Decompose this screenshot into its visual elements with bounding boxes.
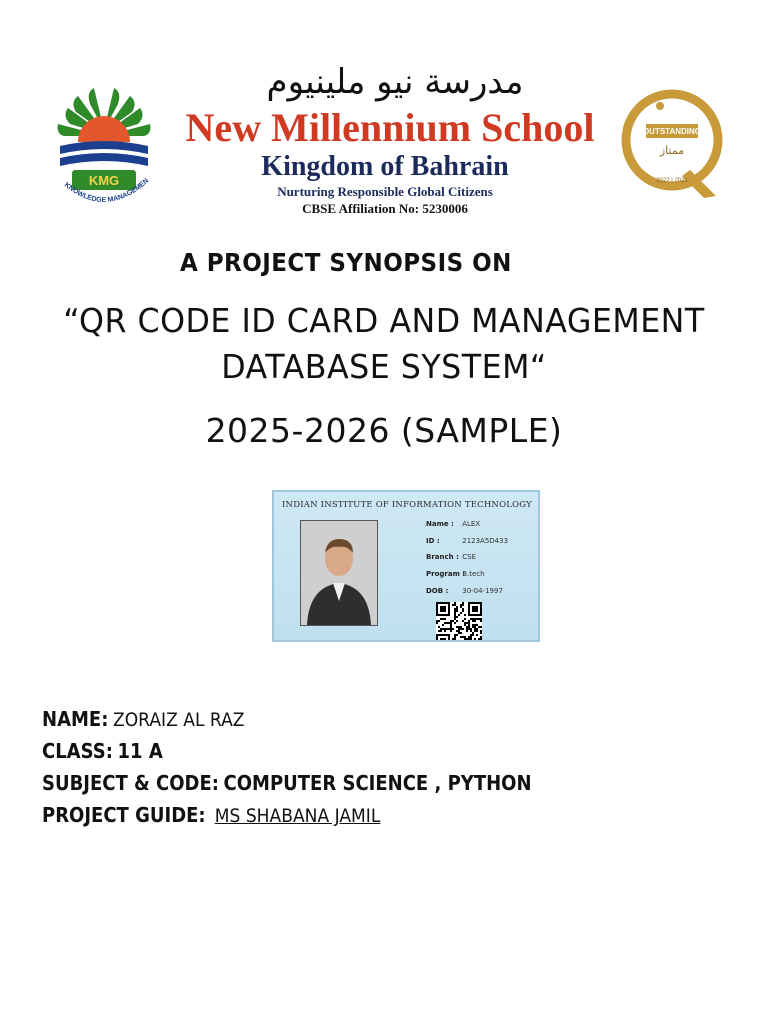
svg-text:2022 | 2021: 2022 | 2021 <box>656 178 688 184</box>
student-photo <box>300 520 378 626</box>
class-label: CLASS: <box>42 739 113 763</box>
svg-text:OUTSTANDING: OUTSTANDING <box>642 127 702 136</box>
qr-code <box>436 602 482 642</box>
school-name: New Millennium School <box>185 105 595 150</box>
svg-text:ممتاز: ممتاز <box>659 144 685 157</box>
school-arabic-name: مدرسة نيو ملينيوم <box>266 62 524 102</box>
card-field-row: DOB : 30-04-1997 <box>426 587 503 595</box>
kmg-logo <box>48 84 160 212</box>
card-field-row: ID : 2123A5D433 <box>426 537 509 545</box>
class-line <box>42 736 163 768</box>
name-label: NAME: <box>42 707 109 731</box>
school-tagline: Nurturing Responsible Global Citizens <box>277 184 493 199</box>
guide-label: PROJECT GUIDE: <box>42 803 206 827</box>
subject-label: SUBJECT & CODE: <box>42 771 219 795</box>
student-name: ZORAIZ AL RAZ <box>112 709 245 731</box>
synopsis-heading: A PROJECT SYNOPSIS ON <box>180 248 512 277</box>
sample-id-card <box>272 490 540 642</box>
svg-text:KNOWLEDGE MANAGEMENT GROUP: KNOWLEDGE MANAGEMEN <box>62 177 151 205</box>
cbse-affiliation: CBSE Affiliation No: 5230006 <box>302 201 468 216</box>
academic-session: 2025-2026 (SAMPLE) <box>205 411 563 450</box>
outstanding-badge-logo <box>620 84 724 202</box>
student-name-line <box>42 704 245 736</box>
card-field-row: Program : B.tech <box>426 570 485 578</box>
svg-text:KMG: KMG <box>88 173 120 188</box>
card-field-row: Branch : CSE <box>426 553 476 561</box>
subject-line <box>42 768 532 800</box>
subject-value: COMPUTER SCIENCE , PYTHON <box>223 771 532 795</box>
student-class: 11 A <box>117 739 163 763</box>
card-institute-name: INDIAN INSTITUTE OF INFORMATION TECHNOLOGY <box>282 500 532 510</box>
guide-line <box>42 800 380 832</box>
school-country: Kingdom of Bahrain <box>261 151 509 182</box>
guide-name: MS SHABANA JAMIL <box>214 805 381 827</box>
card-field-row: Name : ALEX <box>426 520 481 528</box>
project-title: “QR CODE ID CARD AND MANAGEMENT DATABASE SYSTEM“ <box>63 301 705 386</box>
